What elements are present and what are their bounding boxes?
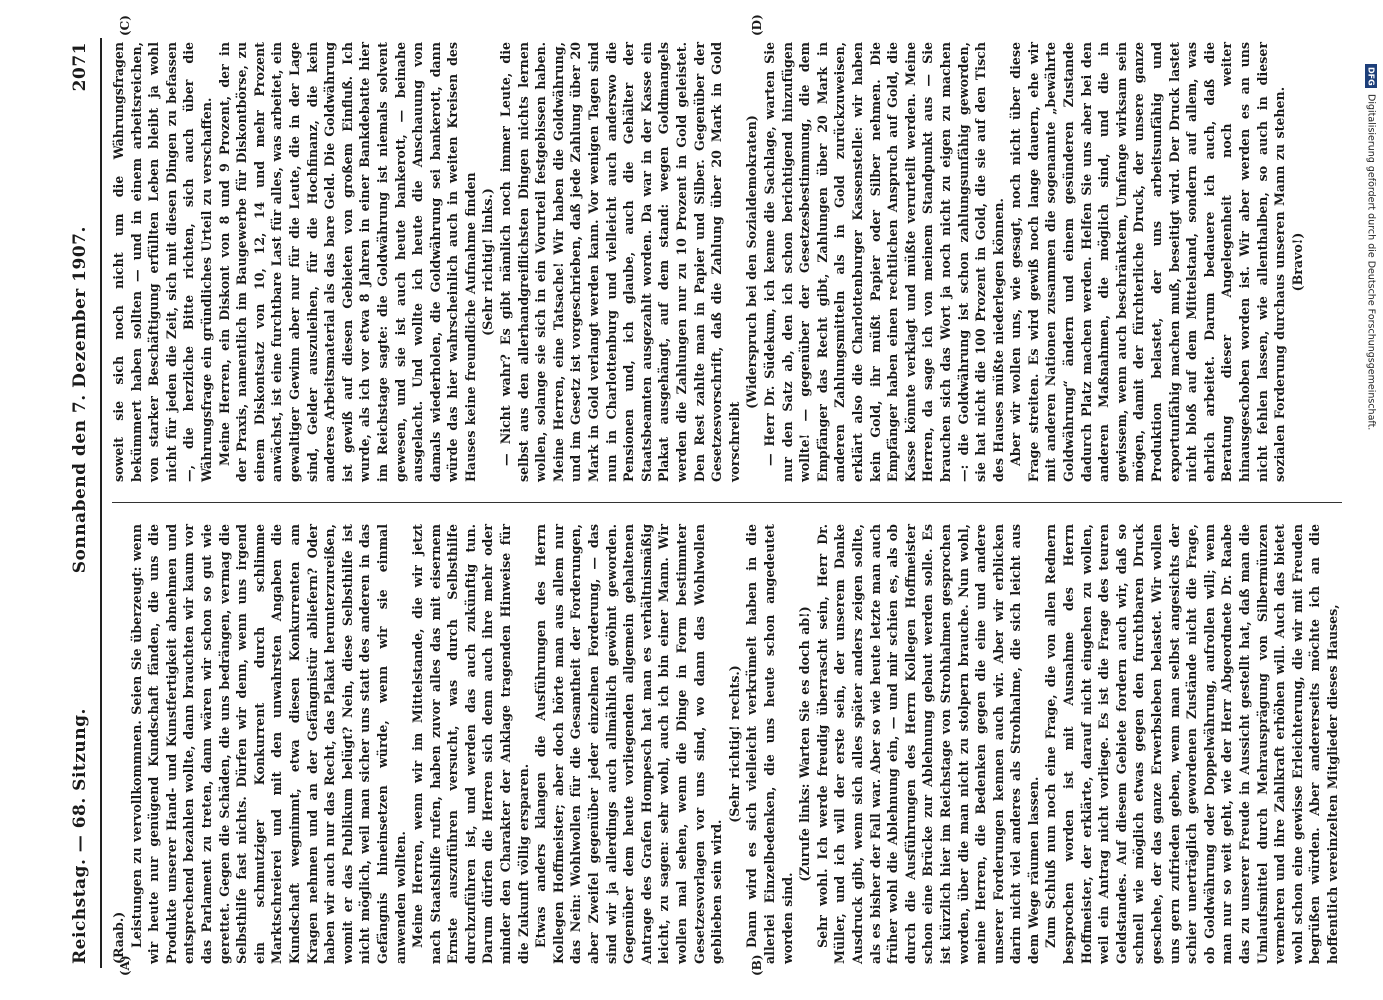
page-header: [60, 38, 102, 968]
paragraph: Meine Herren, wenn wir im Mittelstande, die wir jetzt nach Staatshilfe rufen, haben zuvor alles das mit eisernem Ernste auszuführen versucht, was durch Selbsthilfe durchzuführen ist, und werden das auch zukünftig tun. Darum dürfen die Herren sich denn auch ihre mehr oder minder den Charakter der Anklage tragenden Hinweise für die Zukunft völlig ersparen.: [410, 524, 531, 964]
interjection: (Widerspruch bei den Sozialdemokraten): [744, 115, 760, 409]
paragraph: Leistungen zu vervollkommnen. Seien Sie überzeugt: wenn wir heute nur genügend Kundschaft fänden, die uns die Produkte unserer Hand- und Kunstfertigkeit abnehmen und entsprechend bezahlen wollte, dann brauchten wir kaum vor das Parlament zu treten, dann wären wir schon so gut wie gerettet. Gegen die Schäden, die uns bedrängen, vermag die Selbsthilfe fast nichts. Dürfen wir denn, wenn uns irgend ein schmutziger Konkurrent durch schlimme Marktschreierei und mit den unwahrsten Angaben die Kundschaft wegnimmt, etwa diesen Konkurrenten am Kragen nehmen und an der Gefängnistür abliefern? Oder haben wir auch nur das Recht, das Plakat herunterzureißen, womit er das Publikum belügt? Nein, diese Selbsthilfe ist nicht möglich, weil man sicher uns statt des anderen in das Gefängnis hineinsetzen würde, wenn wir sie einmal anwenden wollten.: [128, 524, 408, 964]
margin-marker-d: (D): [750, 14, 764, 36]
credit-text: Digitalisierung gefördert durch die Deutsche Forschungsgemeinschaft.: [1365, 94, 1377, 431]
interjection: (Sehr richtig! rechts.): [726, 665, 742, 823]
paragraph: — Herr Dr. Südekum, ich kenne die Sachlage, warten Sie nur den Satz ab, den ich schon berichtigend hinzufügen wollte! — gegenüber der Gesetzesbestimmung, die dem Empfänger das Recht gibt, Zahlungen über 20 Mark in anderen Zahlungsmitteln als in Gold zurückzuweisen, erklärt also die Charlottenburger Kassenstelle: wir haben kein Gold, ihr müßt Papier oder Silber nehmen. Die Empfänger haben einen rechtlichen Anspruch auf Gold, die Kasse könnte verklagt und müßte verurteilt werden. Meine Herren, da sage ich von meinem Standpunkt aus — Sie brauchen sich das Wort ja noch nicht zu eigen zu machen —: die Goldwährung ist schon zahlungsunfähig geworden, sie hat nicht die 100 Prozent in Gold, die sie auf den Tisch des Hauses müßte niederlegen können.: [761, 42, 1006, 482]
margin-marker-b: (B): [750, 954, 764, 976]
rotated-page: [60, 14, 1350, 976]
left-column: [110, 524, 1342, 964]
paragraph: Dann wird es sich vielleicht verkrümelt haben in die allerlei Einzelbedenken, die uns heute schon angedeutet worden sind.: [744, 524, 795, 964]
paragraph: Meine Herren, ein Diskont von 8 und 9 Prozent, der in der Praxis, namentlich im Baugewerbe für Diskontbörse, zu einem Diskontsatz von 10, 12, 14 und mehr Prozent anwächst, ist eine furchtbare Last für alles, was arbeitet, ein gewaltiger Gewinn aber nur für die Leute, die in der Lage sind, Gelder auszuleihen, für die Hochfinanz, die kein anderes Arbeitsmaterial als das bare Geld. Die Goldwährung ist gewiß auf diesen Gebieten von großem Einfluß. Ich wurde, als ich vor etwa 8 Jahren in einer Bankdebatte hier im Reichstage sagte: die Goldwährung ist niemals solvent gewesen, und sie ist auch heute bankerott, — beinahe ausgelacht. Und wollte ich heute die Anschauung von damals wiederholen, die Goldwährung sei bankerott, dann würde das hier wahrscheinlich auch in weiten Kreisen des Hauses keine freundliche Aufnahme finden: [216, 42, 478, 482]
paragraph: — Nicht wahr? Es gibt nämlich noch immer Leute, die selbst aus den allerhandgreiflichsten Dingen nichts lernen wollen, solange sie sich in ein Vorurteil festgebissen haben. Meine Herren, eine Tatsache! Wir haben die Goldwährung, und im Gesetz ist vorgeschrieben, daß jede Zahlung über 20 Mark in Gold verlangt werden kann. Vor wenigen Tagen sind nun in Charlottenburg und vielleicht auch anderswo die Pensionen und, ich glaube, auch die Gehälter der Staatsbeamten ausgezahlt worden. Da war in der Kasse ein Plakat ausgehängt, auf dem stand: wegen Goldmangels werden die Zahlungen nur zu 10 Prozent in Gold geleistet. Den Rest zahlte man in Papier und Silber. Gegenüber der Gesetzesvorschrift, daß die Zahlung über 20 Mark in Gold vorschreibt: [498, 42, 742, 482]
margin-marker-a: (A): [118, 955, 132, 976]
interjection: (Sehr richtig! links.): [480, 188, 496, 336]
header-session: Reichstag. — 68. Sitzung.: [70, 708, 90, 964]
interjection: (Bravo!): [1289, 232, 1305, 292]
digitization-credit: [1365, 64, 1377, 430]
right-column: [110, 42, 1306, 482]
paragraph: Sehr wohl. Ich werde freudig überrascht sein, Herr Dr. Müller, und ich will der erste sein, der unserem Danke Ausdruck gibt, wenn sich alles später anders zeigen sollte, als es bisher der Fall war. Aber so wie heute letzte man auch früher wohl die Ablehnung ein, — und mir schien es, als ob durch die Ausführungen des Herrn Kollegen Hoffmeister schon eine Brücke zur Ablehnung gebaut werden solle. Es ist kürzlich hier im Reichstage von Strohhalmen gesprochen worden, über die man nicht zu stolpern brauche. Nun wohl, meine Herren, die Bedenken gegen die eine und andere unserer Forderungen kennen auch wir. Aber wir erblicken darin nicht viel anderes als Strohhalme, die sich leicht aus dem Wege räumen lassen.: [814, 524, 1041, 964]
column-divider: [112, 502, 1342, 503]
page-number: 2071: [70, 42, 90, 92]
paragraph: soweit sie sich noch nicht um die Währungsfragen bekümmert haben sollten — und in einem arbeitsreichen, von starker Beschäftigung erfüllten Leben bleibt ja wohl nicht für jeden die Zeit, sich mit diesen Dingen zu befassen —, die herzliche Bitte richten, sich auch über die Währungsfrage ein gründliches Urteil zu verschaffen.: [111, 42, 214, 482]
paragraph: Zum Schluß nun noch eine Frage, die von allen Rednern besprochen worden ist mit Ausnahme des Herrn Hoffmeister, der erklärte, darauf nicht eingehen zu wollen, weil ein Antrag nicht vorliege. Es ist die Frage des teuren Geldstandes. Auf diesem Gebiete fordern auch wir, daß so schnell wie möglich etwas gegen den furchtbaren Druck geschehe, der das ganze Erwerbsleben belastet. Wir wollen uns gern zufrieden geben, wenn man selbst angesichts der schier unerträglich gewordenen Zustände nicht die Frage, ob Goldwährung oder Doppelwährung, aufrollen will; wenn man nur so weit geht, wie der Herr Abgeordnete Dr. Raabe das zu unserer Freude in Aussicht gestellt hat, daß man die Umlaufsmittel durch Mehrausprägung von Silbermünzen vermehren und ihre Zahlkraft erhöhen will. Auch das bietet wohl schon eine gewisse Erleichterung, die wir mit Freuden begrüßen würden. Aber andererseits möchte ich an die hoffentlich vereinzelten Mitglieder dieses Hauses,: [1043, 524, 1340, 964]
dfg-logo-icon: DFG: [1365, 64, 1377, 88]
paragraph: Etwas anders klangen die Ausführungen des Herrn Kollegen Hoffmeister; aber doch hörte man aus allem nur das Nein: Wohlwollen für die Gesamtheit der Forderungen, aber Zweifel gegenüber jeder einzelnen Forderung, — das sind wir ja allerdings auch allmählich gewöhnt geworden. Gegenüber dem heute vorliegenden allgemein gehaltenen Antrage des Grafen Hompesch hat man es verhältnismäßig leicht, zu sagen: sehr wohl, auch ich bin einer Mann. Wir wollen mal sehen, wenn die Dinge in Form bestimmter Gesetzesvorlagen vor uns sind, wo dann das Wohlwollen geblieben sein wird.: [533, 524, 725, 964]
paragraph: Aber wir wollen uns, wie gesagt, noch nicht über diese Frage streiten. Es wird gewiß noch lange dauern, ehe wir mit anderen Nationen zusammen die sogenannte „bewährte Goldwährung“ ändern und einem gesünderen Zustande dadurch Platz machen werden. Helfen Sie uns aber bei den anderen Maßnahmen, die möglich sind, und die in gewissem, wenn auch beschränktem, Umfange wirksam sein mögen, damit der fürchterliche Druck, der unsere ganze Produktion belastet, der uns arbeitsunfähig und exportunfähig machen muß, beseitigt wird. Der Druck lastet nicht bloß auf dem Mittelstand, sondern auf allem, was ehrlich arbeitet. Darum bedauere ich auch, daß die Beratung dieser Angelegenheit noch weiter hinausgeschoben worden ist. Wir aber werden es an uns nicht fehlen lassen, wie allenthalben, so auch in dieser sozialen Forderung durchaus unseren Mann zu stehen.: [1008, 42, 1288, 482]
margin-marker-c: (C): [118, 15, 132, 36]
speaker-name: (Raab.): [111, 911, 126, 964]
interjection: (Zurufe links: Warten Sie es doch ab!): [797, 606, 813, 882]
header-date: Sonnabend den 7. Dezember 1907.: [70, 226, 90, 574]
